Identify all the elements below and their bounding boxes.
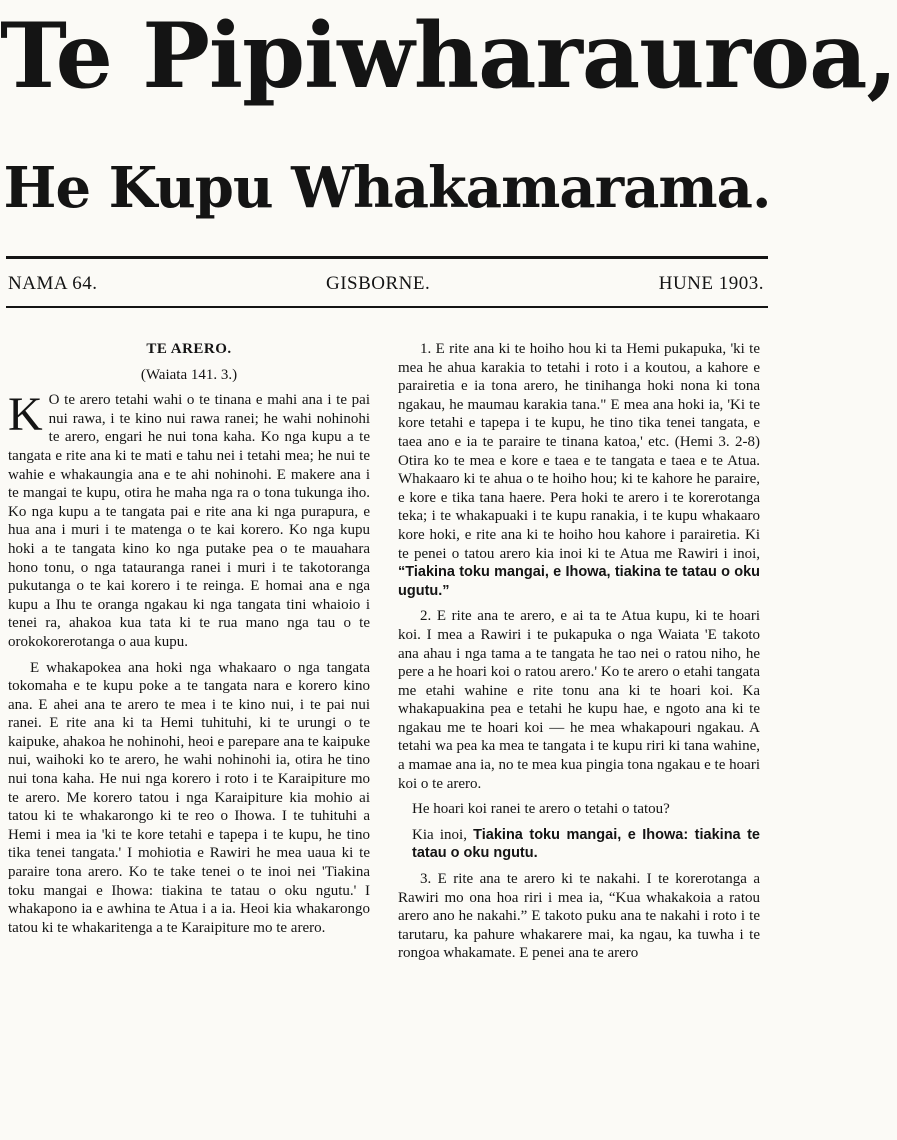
right-paragraph-1-text: 1. E rite ana ki te hoiho hou ki ta Hemi pukapuka, 'ki te mea he ahua karakia to tetahi i roto i a koutou, a kahore e parairetia e ia tona arero, he tinihanga hoki nona ki tona ngakau, he maumau karakia tana." E mea ana hoki ia, 'Ki te kore tetahi e tapepa i te kupu, he tino tika tenei tangata, e taea ano e ia te paraire te tinana katoa,' etc. (Hemi 3. 2-8) Otira ko te mea e kore e taea e te tangata e taea e te Atua. Whakaaro ki te ahua o te hoiho hou; ki te kahore he paraire, e kore e tika tana haere. Pera hoki te arero i te korerotanga teka; i te whakapuaki i te kupu ranakia, i te kupu whakaaro kore hoki, e rite ana ki te hoiho hou kahore i parairetia. Ki te penei o tatou arero kia inoi ki te Atua me Rawiri i inoi,	[398, 341, 760, 562]
prayer-quote-1: “Tiakina toku mangai, e Ihowa, tiakina te tatau o oku ugutu.”	[398, 564, 760, 599]
left-paragraph-1-text: O te arero tetahi wahi o te tinana e mahi ana i te pai nui rawa, i te kino nui rawa ranei; he wahi nohinohi te arero, engari he nui tona kaha. Ko nga kupu a te tangata e rite ana ki te mati e tahu nei i tetahi mea; he nui te wahie e whakaungia ana e te ahi nohinohi. E makere ana i te mangai te kupu, otira he maha nga ra o tona tukunga iho. Ko nga kupu a te tangata pai e rite ana ki nga purapura, e hua ana i muri i te matenga o te kai korero. Ko nga kupu hoki a te tangata kino ko nga putake pea o te mauahara hono tonu, o nga tatauranga ranei i muri i te takotoranga pukutanga o te kai korero i te reinga. E homai ana e nga kupu a Ihu te oranga ngakau ki nga tangata tini whaioio i tenei ra, ahakoa kua tata ki te rua mano nga tau o te orokokorerotanga o aua kupu.	[8, 392, 370, 650]
right-column	[398, 340, 760, 970]
article-title: TE ARERO.	[146, 341, 232, 357]
bottom-rule	[6, 306, 768, 308]
right-question: He hoari koi ranei te arero o tetahi o tatou?	[412, 801, 670, 818]
masthead-subtitle: He Kupu Whakamarama.	[3, 155, 771, 221]
prayer-quote-2: Tiakina toku mangai, e Ihowa: tiakina te tatau o oku ngutu.	[412, 826, 760, 862]
left-paragraph-1	[8, 388, 370, 651]
issue-number: NAMA 64.	[8, 273, 98, 294]
drop-cap: K	[8, 388, 43, 442]
left-column	[8, 340, 370, 944]
issue-place: GISBORNE.	[325, 273, 431, 294]
prayer-lead: Kia inoi,	[412, 826, 467, 843]
right-paragraph-1	[398, 340, 760, 600]
right-paragraph-5: 3. E rite ana te arero ki te nakahi. I te korerotanga a Rawiri mo ona hoa riri i mea ia, “Kua whakakoia a ratou arero ano he nakahi.” E takoto puku ana te nakahi i roto i te tarutaru, ka pahure whakarere mai, ka ngau, ka tuwha i te rongoa whakamate. E penei ana te arero	[398, 871, 760, 962]
masthead-title: Te Pipiwharauroa,	[0, 3, 897, 109]
left-paragraph-2: E whakapokea ana hoki nga whakaaro o nga tangata tokomaha e te kupu poke a te tangata nara e korero kino ana. E ahei ana te arero te mea i te kino nui, i te pai nui ranei. E rite ana ki ta Hemi tuhituhi, ki te urungi o te kaipuke, ahakoa he nohinohi, heoi e parepare ana te kaipuke nui, waihoki ko te arero, he wahi nohinohi ia, otira he tino nui tona kaha. He nui nga korero i roto i te Karaipiture mo te arero. Me korero tatou i nga Karaipiture kia mohio ai tatou ki te whakarongo ki te reo o Ihowa. I te tuhituhi a Hemi i mea ia 'ki te kore tetahi e tapepa i te kupu, he tino tika tenei tangata.' I mohiotia e Rawiri he mea uaua ki te paraire tona arero. Ko te take tenei o te inoi nei 'Tiakina toku mangai e Ihowa: tiakina te tatau o oku ngutu.' I whakapono ia e awhina te Atua i a ia. Heoi kia whakarongo tatou ki te whakaritenga a te Karaipiture mo te arero.	[8, 659, 370, 936]
top-rule	[6, 256, 768, 259]
right-paragraph-2: 2. E rite ana te arero, e ai ta te Atua kupu, ki te hoari koi. I mea a Rawiri i te pukapuka o nga Waiata 'E takoto ana ahau i nga tama a te tangata he tao nei o ratou niho, he pere a he hoari koi o ratou arero.' Ko te arero o etahi tangata me etahi wahine e rite tonu ana ki te hoari koi. Ka whakapuakina pea e tetahi he kupu hae, e ngoto ana ki te ngakau me te hoari koi — he mea whakapouri ngakau. A tetahi wa pea ka mea te tangata i te kupu riri ki tana wahine, a mamae ana ia, no te mea kua pingia tona ngakau e te hoari koi o te arero.	[398, 608, 760, 792]
right-prayer	[412, 826, 760, 863]
issue-date: HUNE 1903.	[658, 273, 764, 294]
article-reference: (Waiata 141. 3.)	[140, 366, 238, 383]
issue-bar	[8, 270, 764, 298]
